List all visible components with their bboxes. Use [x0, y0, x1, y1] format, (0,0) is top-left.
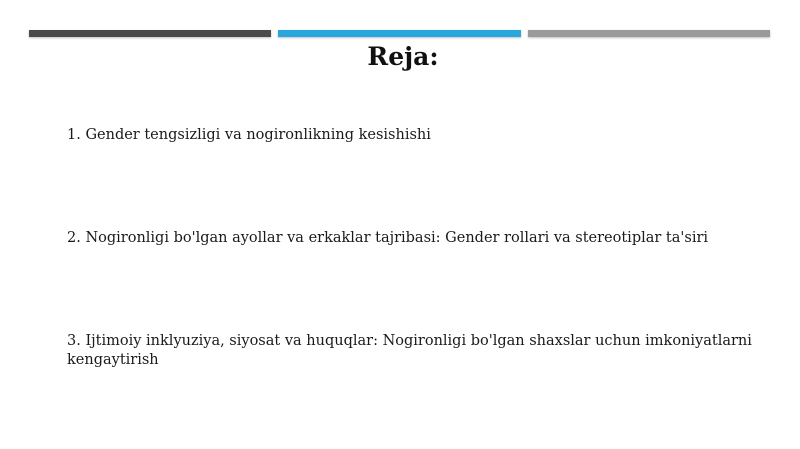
top-bar-light [528, 30, 770, 37]
top-bar-dark [29, 30, 271, 37]
agenda-item-3: 3. Ijtimoiy inklyuziya, siyosat va huquqlar: Nogironligi bo'lgan shaxslar uchun imkoniyatlarni kengaytirish [67, 333, 752, 368]
agenda-item-2: 2. Nogironligi bo'lgan ayollar va erkaklar tajribasi: Gender rollari va stereotiplar ta'siri [67, 230, 709, 246]
slide-title: Reja: [367, 42, 439, 71]
top-bar-accent [278, 30, 521, 37]
agenda-item-1: 1. Gender tengsizligi va nogironlikning kesishishi [67, 127, 431, 143]
